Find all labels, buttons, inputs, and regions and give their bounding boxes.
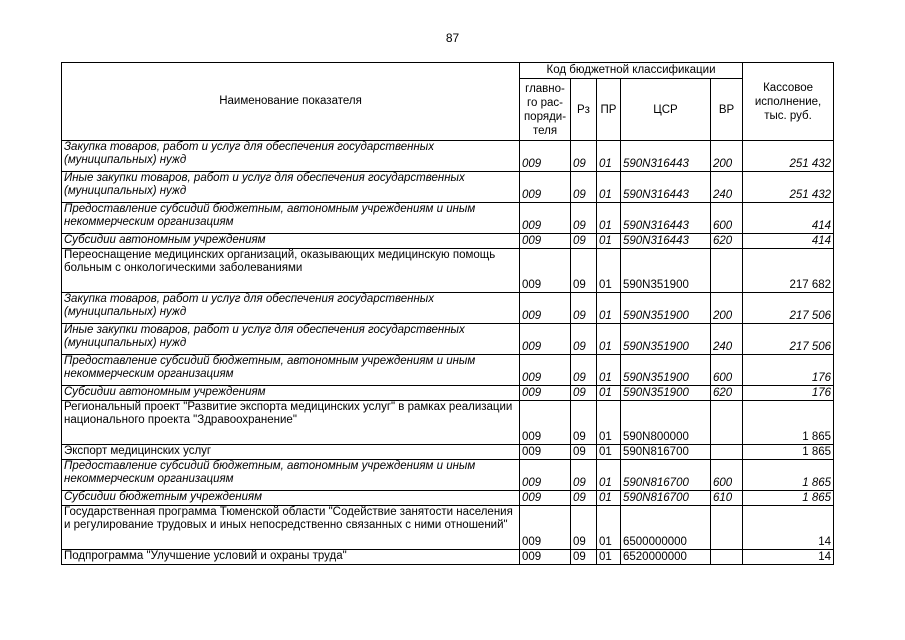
row-name-cell: Государственная программа Тюменской области "Содействие занятости населения и регулирование трудовых и иных непосредственно связанных с ними отношений" (62, 506, 520, 550)
row-vr-cell: 200 (711, 293, 743, 324)
row-name-cell: Закупка товаров, работ и услуг для обеспечения государственных (муниципальных) нужд (62, 141, 520, 172)
row-amount-cell: 176 (743, 386, 834, 401)
row-rz-cell: 09 (571, 324, 597, 355)
row-rz-cell: 09 (571, 550, 597, 565)
row-rz-cell: 09 (571, 386, 597, 401)
row-rz-cell: 09 (571, 491, 597, 506)
row-amount-cell: 251 432 (743, 172, 834, 203)
row-amount-cell: 414 (743, 234, 834, 249)
row-vr-cell: 240 (711, 172, 743, 203)
row-pr-cell: 01 (597, 401, 621, 445)
budget-table (61, 62, 834, 565)
row-vr-cell (711, 506, 743, 550)
row-grbs-cell: 009 (520, 401, 571, 445)
header-cash-label: Кассовое исполнение, тыс. руб. (754, 81, 822, 122)
table-row (62, 550, 834, 565)
row-rz-cell: 09 (571, 203, 597, 234)
row-pr-cell: 01 (597, 141, 621, 172)
table-row (62, 324, 834, 355)
table-body (62, 141, 834, 565)
header-cash-execution (743, 63, 834, 141)
table-row (62, 445, 834, 460)
row-csr-cell: 590N351900 (621, 293, 711, 324)
row-name-cell: Предоставление субсидий бюджетным, автономным учреждениям и иным некоммерческим организациям (62, 355, 520, 386)
row-grbs-cell: 009 (520, 460, 571, 491)
table-row (62, 355, 834, 386)
row-grbs-cell: 009 (520, 234, 571, 249)
row-name-cell: Региональный проект "Развитие экспорта медицинских услуг" в рамках реализации национального проекта "Здравоохранение" (62, 401, 520, 445)
row-vr-cell: 600 (711, 203, 743, 234)
row-grbs-cell: 009 (520, 445, 571, 460)
row-vr-cell (711, 550, 743, 565)
row-grbs-cell: 009 (520, 172, 571, 203)
row-pr-cell: 01 (597, 550, 621, 565)
row-amount-cell: 1 865 (743, 491, 834, 506)
header-grbs-label: главно- го рас- поряди- теля (523, 82, 567, 137)
row-amount-cell: 217 506 (743, 293, 834, 324)
row-rz-cell: 09 (571, 172, 597, 203)
row-pr-cell: 01 (597, 203, 621, 234)
row-grbs-cell: 009 (520, 550, 571, 565)
row-amount-cell: 217 506 (743, 324, 834, 355)
row-amount-cell: 251 432 (743, 141, 834, 172)
row-name-cell: Предоставление субсидий бюджетным, автономным учреждениям и иным некоммерческим организациям (62, 460, 520, 491)
header-pr: ПР (597, 79, 621, 141)
row-amount-cell: 14 (743, 506, 834, 550)
row-grbs-cell: 009 (520, 324, 571, 355)
row-rz-cell: 09 (571, 506, 597, 550)
row-rz-cell: 09 (571, 355, 597, 386)
row-grbs-cell: 009 (520, 203, 571, 234)
row-grbs-cell: 009 (520, 141, 571, 172)
table-row (62, 293, 834, 324)
header-vr: ВР (711, 79, 743, 141)
table-row (62, 234, 834, 249)
table-row (62, 401, 834, 445)
row-name-cell: Экспорт медицинских услуг (62, 445, 520, 460)
row-rz-cell: 09 (571, 293, 597, 324)
header-budget-classification: Код бюджетной классификации (520, 63, 743, 79)
header-name-column: Наименование показателя (62, 63, 520, 141)
row-vr-cell (711, 249, 743, 293)
row-csr-cell: 590N816700 (621, 491, 711, 506)
row-amount-cell: 1 865 (743, 460, 834, 491)
row-pr-cell: 01 (597, 460, 621, 491)
row-csr-cell: 590N316443 (621, 203, 711, 234)
row-rz-cell: 09 (571, 249, 597, 293)
table-row (62, 386, 834, 401)
row-csr-cell: 590N816700 (621, 445, 711, 460)
table-row (62, 491, 834, 506)
row-rz-cell: 09 (571, 460, 597, 491)
row-rz-cell: 09 (571, 141, 597, 172)
row-pr-cell: 01 (597, 172, 621, 203)
table-row (62, 249, 834, 293)
row-csr-cell: 590N316443 (621, 234, 711, 249)
row-csr-cell: 590N316443 (621, 141, 711, 172)
row-amount-cell: 217 682 (743, 249, 834, 293)
row-vr-cell: 610 (711, 491, 743, 506)
row-pr-cell: 01 (597, 324, 621, 355)
row-vr-cell: 620 (711, 386, 743, 401)
page-number: 87 (445, 31, 460, 45)
row-name-cell: Подпрограмма "Улучшение условий и охраны труда" (62, 550, 520, 565)
row-name-cell: Закупка товаров, работ и услуг для обеспечения государственных (муниципальных) нужд (62, 293, 520, 324)
row-grbs-cell: 009 (520, 506, 571, 550)
row-grbs-cell: 009 (520, 355, 571, 386)
row-csr-cell: 590N816700 (621, 460, 711, 491)
row-pr-cell: 01 (597, 234, 621, 249)
row-csr-cell: 590N351900 (621, 249, 711, 293)
row-vr-cell (711, 445, 743, 460)
table-row (62, 141, 834, 172)
row-csr-cell: 6500000000 (621, 506, 711, 550)
table-row (62, 506, 834, 550)
row-name-cell: Переоснащение медицинских организаций, оказывающих медицинскую помощь больным с онкологическими заболеваниями (62, 249, 520, 293)
row-vr-cell: 600 (711, 460, 743, 491)
row-amount-cell: 1 865 (743, 445, 834, 460)
row-name-cell: Предоставление субсидий бюджетным, автономным учреждениям и иным некоммерческим организациям (62, 203, 520, 234)
row-pr-cell: 01 (597, 293, 621, 324)
row-amount-cell: 176 (743, 355, 834, 386)
table-row (62, 460, 834, 491)
row-rz-cell: 09 (571, 445, 597, 460)
row-name-cell: Субсидии бюджетным учреждениям (62, 491, 520, 506)
row-pr-cell: 01 (597, 386, 621, 401)
row-csr-cell: 590N351900 (621, 386, 711, 401)
row-amount-cell: 14 (743, 550, 834, 565)
row-grbs-cell: 009 (520, 386, 571, 401)
row-pr-cell: 01 (597, 506, 621, 550)
row-vr-cell: 600 (711, 355, 743, 386)
row-pr-cell: 01 (597, 445, 621, 460)
row-grbs-cell: 009 (520, 491, 571, 506)
row-csr-cell: 6520000000 (621, 550, 711, 565)
row-amount-cell: 1 865 (743, 401, 834, 445)
row-grbs-cell: 009 (520, 293, 571, 324)
row-rz-cell: 09 (571, 234, 597, 249)
row-pr-cell: 01 (597, 491, 621, 506)
row-vr-cell: 200 (711, 141, 743, 172)
table-row (62, 203, 834, 234)
row-vr-cell: 620 (711, 234, 743, 249)
row-csr-cell: 590N316443 (621, 172, 711, 203)
row-pr-cell: 01 (597, 355, 621, 386)
row-csr-cell: 590N800000 (621, 401, 711, 445)
row-csr-cell: 590N351900 (621, 355, 711, 386)
row-vr-cell: 240 (711, 324, 743, 355)
row-name-cell: Иные закупки товаров, работ и услуг для обеспечения государственных (муниципальных) нужд (62, 324, 520, 355)
row-csr-cell: 590N351900 (621, 324, 711, 355)
row-name-cell: Иные закупки товаров, работ и услуг для обеспечения государственных (муниципальных) нужд (62, 172, 520, 203)
table-row (62, 172, 834, 203)
row-vr-cell (711, 401, 743, 445)
row-rz-cell: 09 (571, 401, 597, 445)
row-amount-cell: 414 (743, 203, 834, 234)
row-name-cell: Субсидии автономным учреждениям (62, 234, 520, 249)
row-grbs-cell: 009 (520, 249, 571, 293)
header-grbs (520, 79, 571, 141)
row-pr-cell: 01 (597, 249, 621, 293)
row-name-cell: Субсидии автономным учреждениям (62, 386, 520, 401)
header-rz: Рз (571, 79, 597, 141)
header-csr: ЦСР (621, 79, 711, 141)
